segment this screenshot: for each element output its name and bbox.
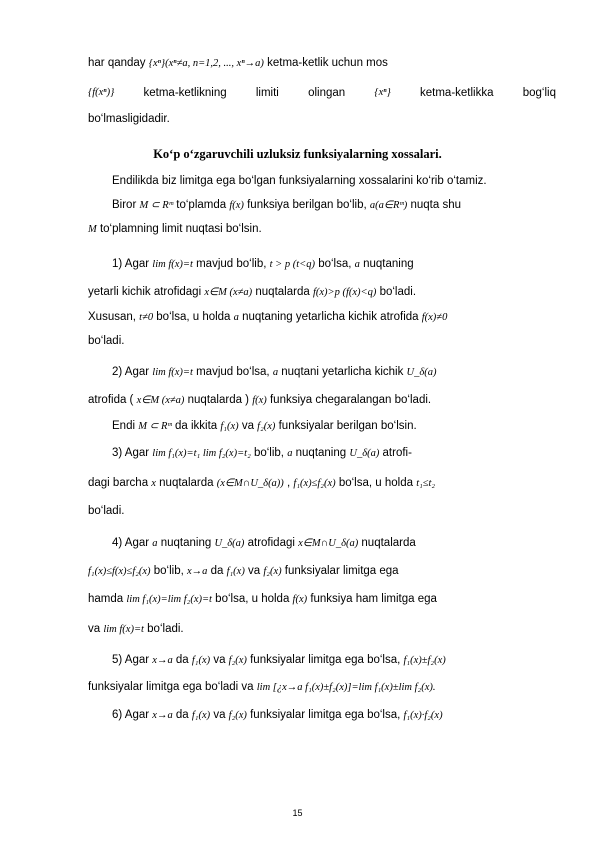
formula: a [354,259,360,270]
text-line-19 [88,564,399,579]
text: atrofi- [379,447,412,459]
formula: M ⊂ Rᵐ [138,421,172,432]
formula: x∈M (x≠a) [136,395,185,406]
formula: x∈M∩U_δ(a) [298,538,359,549]
formula: f₁(x)≤f(x)≤f₂(x) [88,566,151,577]
text: to‘plamning limit nuqtasi bo‘lsin. [96,223,262,235]
formula: a [287,448,293,459]
text: nuqtaning [292,447,350,459]
text: va [244,565,264,577]
text: Endi [112,420,139,432]
page-number: 15 [292,808,303,818]
text-line-13 [88,393,431,408]
text: va [88,623,104,635]
text-line-6 [112,198,461,213]
text: Xususan, [88,311,140,323]
text: Biror [112,199,140,211]
text: bo‘lsa, u holda [335,477,417,489]
text-line-7 [88,222,262,237]
formula: a [233,312,239,323]
formula: x∈M (x≠a) [204,287,253,298]
formula: t≠0 [139,312,154,323]
text: funksiya ham limitga ega [307,593,437,605]
formula: lim f₁(x)=lim f₂(x)=t [126,594,212,605]
text: bo‘lmasligidadir. [88,113,170,125]
text: hamda [88,593,127,605]
formula: M [88,224,97,235]
formula: U_δ(a) [349,448,380,459]
text: mavjud bo‘lib, [192,258,270,270]
formula: f₁(x)±f₂(x) [403,655,446,666]
text: atrofidagi [244,537,299,549]
formula: x [151,478,156,489]
text: funksiyalar limitga ega [281,565,399,577]
text-line-16 [88,476,435,491]
text: funksiyalar limitga ega bo‘lsa, [246,709,404,721]
formula: {xⁿ}(xⁿ≠a, n=1,2, ..., xⁿ→a) [148,58,264,69]
text: nuqtaning [359,258,414,270]
formula: f₁(x)≤f₂(x) [293,478,336,489]
text: yetarli kichik atrofidagi [88,286,205,298]
text-line-23 [88,680,435,695]
text-line-3 [88,112,170,126]
text-line-14 [112,419,417,434]
text: bo‘lsa, [315,258,355,270]
text: 6) Agar [112,709,153,721]
formula: f(x) [229,200,244,211]
text-line-22 [112,653,446,668]
formula: lim [¿x→a f₁(x)±f₂(x)]=lim f₁(x)±lim f₂(x). [256,682,436,693]
formula: M ⊂ Rᵐ [139,200,174,211]
formula: a [152,538,158,549]
text: limiti [255,87,279,99]
text: bo‘ladi. [88,505,125,517]
text-line-9 [88,285,416,300]
text: funksiyalar limitga ega bo‘ladi va [88,681,257,693]
text: funksiya berilgan bo‘lib, [243,199,370,211]
text: va [238,420,258,432]
text: da [172,709,192,721]
text: funksiya chegaralangan bo‘ladi. [266,394,432,406]
text-line-18 [112,536,416,551]
text: va [210,709,229,721]
formula: (x∈M∩U_δ(a)) [216,478,284,489]
text: nuqtani yetarlicha kichik [278,366,407,378]
section-heading: Ko‘p o‘zgaruvchili uzluksiz funksiyalarning xossalari. [153,147,442,161]
formula: a [272,367,279,378]
text: olingan [308,87,346,99]
text: bo‘ladi. [376,286,417,298]
text: bo‘ladi. [143,623,184,635]
formula: lim f₁(x)=t₁ lim f₂(x)=t₂ [152,448,251,459]
formula: f(x) [252,395,267,406]
text: ketma-ketlikning [143,87,227,99]
text: 5) Agar [112,654,153,666]
text: bog‘liq [522,87,556,99]
formula: f₂(x) [228,710,247,721]
text: dagi barcha [88,477,152,489]
formula: f(x)≠0 [421,312,448,323]
formula: f₁(x)·f₂(x) [403,710,443,721]
text-line-17 [88,504,124,518]
formula: f(x)>p (f(x)<q) [312,287,377,298]
formula: x→a [152,655,173,666]
text: nuqtalarda [358,537,416,549]
text: nuqtalarda [252,286,313,298]
formula: f₁(x) [191,710,211,721]
formula: f₁(x) [226,566,245,577]
formula: f(x) [292,594,308,605]
text: 2) Agar [112,366,153,378]
text: nuqtaning [157,537,215,549]
text: nuqtalarda ) [184,394,253,406]
formula: f₂(x) [228,655,247,666]
text: atrofida ( [88,394,137,406]
text: nuqtaning yetarlicha kichik atrofida [238,311,422,323]
text: 1) Agar [112,258,153,270]
text: da ikkita [171,420,221,432]
text: Endilikda biz limitga ega bo‘lgan funksiyalarning xossalarini ko‘rib o‘tamiz. [112,175,487,187]
text-line-1 [88,56,388,71]
formula: lim f(x)=t [103,624,144,635]
formula: f₁(x) [191,655,211,666]
formula: x→a [152,710,173,721]
text-line-21 [88,622,184,637]
formula: a(a∈Rᵐ) [369,200,408,211]
formula: f₁(x) [220,421,239,432]
text: funksiyalar limitga ega bo‘lsa, [246,654,404,666]
formula: f₂(x) [263,566,282,577]
text-line-2 [88,86,556,100]
formula: t > p (t<q) [269,259,315,270]
text-line-11 [88,334,124,348]
formula: U_δ(a) [214,538,245,549]
text-line-20 [88,592,437,607]
formula: x→a [186,566,208,577]
text: ketma-ketlikka [420,87,494,99]
formula: {f(xⁿ)} [88,87,115,98]
formula: lim f(x)=t [152,367,193,378]
text: 4) Agar [112,537,153,549]
text: to‘plamda [173,199,230,211]
text: funksiyalar berilgan bo‘lsin. [275,420,417,432]
text: va [210,654,229,666]
text: da [207,565,227,577]
text: har qanday [88,57,149,69]
formula: t₁≤t₂ [416,478,436,489]
text: , [283,477,294,489]
text: bo‘lsa, u holda [153,311,234,323]
text: nuqtalarda [155,477,217,489]
text-line-24 [112,708,443,723]
text-line-5 [112,174,487,188]
text-line-15 [112,446,412,461]
text: 3) Agar [112,447,153,459]
text-line-10 [88,310,447,325]
text: bo‘lsa, u holda [211,593,293,605]
formula: {xⁿ} [374,87,391,98]
text: bo‘lib, [150,565,187,577]
text-line-8 [112,257,414,272]
formula: f₂(x) [257,421,276,432]
text: nuqta shu [407,199,462,211]
formula: lim f(x)=t [152,259,193,270]
text-line-12 [112,365,437,380]
formula: U_δ(a) [406,367,437,378]
text: ketma-ketlik uchun mos [263,57,388,69]
text: da [172,654,192,666]
text: bo‘ladi. [88,335,125,347]
text: mavjud bo‘lsa, [192,366,273,378]
text: bo‘lib, [250,447,288,459]
